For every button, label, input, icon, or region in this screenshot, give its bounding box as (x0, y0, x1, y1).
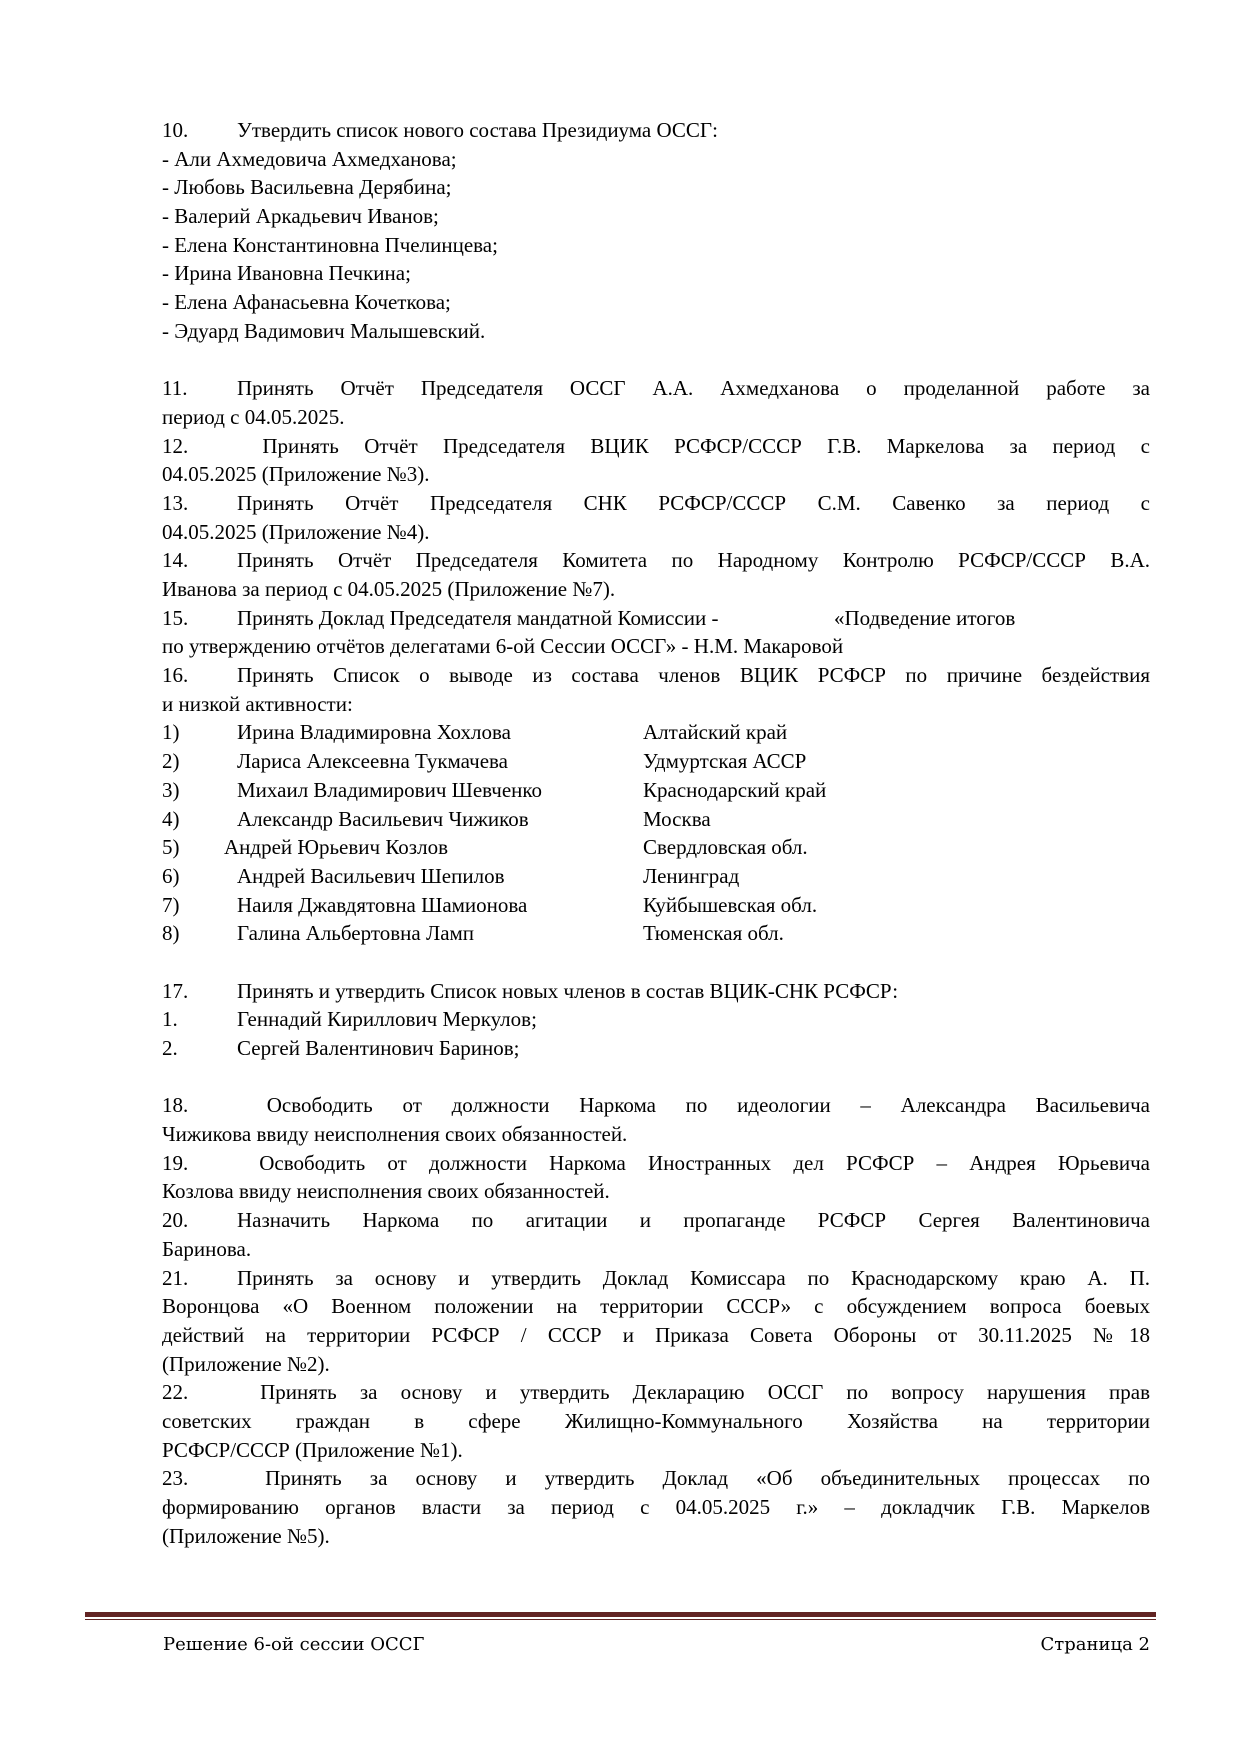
item-number: 19. (162, 1150, 189, 1175)
item-text-continuation: действий на территории РСФСР / СССР и Приказа Совета Обороны от 30.11.2025 №18 (162, 1322, 1150, 1347)
item-text-continuation: (Приложение №2). (162, 1351, 330, 1376)
item-text: Принять и утвердить Список новых членов в состав ВЦИК-СНК РСФСР: (237, 978, 899, 1003)
removal-list-row (162, 718, 1150, 747)
row-number: 2. (162, 1036, 178, 1060)
item-number: 17. (162, 978, 189, 1003)
item-text: Принять за основу и утвердить Декларацию ОССГ по вопросу нарушения прав (237, 1380, 1150, 1405)
item-number: 20. (162, 1208, 189, 1233)
item-23 (162, 1464, 1150, 1493)
item-text-continuation: Козлова ввиду неисполнения своих обязанностей. (162, 1179, 610, 1204)
row-number: 7) (162, 892, 180, 917)
removal-list-row (162, 862, 1150, 891)
footer-divider-thick (85, 1612, 1156, 1617)
member-name: Лариса Алексеевна Тукмачева (237, 749, 508, 774)
item-12 (162, 432, 1150, 461)
footer-divider-thin (85, 1619, 1156, 1620)
item-16 (162, 661, 1150, 690)
item-number: 12. (162, 433, 189, 458)
footer-document-title: Решение 6-ой сессии ОССГ (163, 1634, 425, 1655)
presidium-member: - Эдуард Вадимович Малышевский. (162, 318, 486, 343)
item-text-continuation: советских граждан в сфере Жилищно-Коммунального Хозяйства на территории (162, 1408, 1150, 1433)
row-number: 4) (162, 806, 180, 831)
footer-page-number: Страница 2 (1040, 1634, 1150, 1655)
item-text: Освободить от должности Наркома по идеологии – Александра Васильевича (237, 1093, 1150, 1118)
item-11 (162, 374, 1150, 403)
item-text: Утвердить список нового состава Президиума ОССГ: (237, 118, 718, 142)
member-region: Удмуртская АССР (643, 749, 807, 774)
member-name: Наиля Джавдятовна Шамионова (237, 892, 528, 917)
item-text-continuation: формированию органов власти за период с 04.05.2025 г.» – докладчик Г.В. Маркелов (162, 1495, 1150, 1519)
member-name: Галина Альбертовна Ламп (237, 921, 475, 946)
item-number: 23. (162, 1466, 189, 1491)
presidium-member: - Елена Афанасьевна Кочеткова; (162, 290, 451, 315)
item-text-continuation: по утверждению отчётов делегатами 6-ой Сессии ОССГ» - Н.М. Макаровой (162, 634, 844, 659)
item-13 (162, 489, 1150, 518)
item-number: 22. (162, 1380, 189, 1405)
item-text: Принять Отчёт Председателя ВЦИК РСФСР/СССР Г.В. Маркелова за период с (237, 433, 1150, 458)
member-region: Алтайский край (643, 720, 788, 745)
member-name: Александр Васильевич Чижиков (237, 806, 529, 831)
item-number: 16. (162, 663, 189, 688)
item-text-continuation: Баринова. (162, 1236, 252, 1261)
item-text-continuation: (Приложение №5). (162, 1523, 330, 1548)
item-21 (162, 1264, 1150, 1293)
removal-list-row (162, 805, 1150, 834)
presidium-member: - Ирина Ивановна Печкина; (162, 261, 411, 286)
member-name: Ирина Владимировна Хохлова (237, 720, 511, 745)
presidium-member: - Али Ахмедовича Ахмедханова; (162, 146, 457, 171)
row-number: 5) (162, 835, 180, 860)
item-text-continuation: Иванова за период с 04.05.2025 (Приложение №7). (162, 577, 616, 601)
item-14 (162, 546, 1150, 575)
item-text-continuation: Воронцова «О Военном положении на территории СССР» с обсуждением вопроса боевых (162, 1294, 1150, 1319)
item-number: 10. (162, 118, 189, 142)
item-text: Принять за основу и утвердить Доклад Комиссара по Краснодарскому краю А. П. (237, 1265, 1150, 1290)
presidium-member: - Любовь Васильевна Дерябина; (162, 175, 452, 200)
item-19 (162, 1149, 1150, 1178)
member-region: Краснодарский край (643, 777, 827, 802)
item-text-continuation: 04.05.2025 (Приложение №3). (162, 462, 430, 487)
item-number: 13. (162, 490, 189, 515)
presidium-member: - Валерий Аркадьевич Иванов; (162, 204, 439, 229)
removal-list-row (162, 919, 1150, 948)
item-number: 15. (162, 605, 189, 630)
member-region: Москва (643, 806, 711, 831)
new-member-row (162, 1005, 1150, 1034)
item-18 (162, 1091, 1150, 1120)
member-region: Куйбышевская обл. (643, 892, 818, 917)
item-text: Назначить Наркома по агитации и пропаганде РСФСР Сергея Валентиновича (237, 1208, 1150, 1233)
row-number: 6) (162, 863, 180, 888)
member-region: Тюменская обл. (643, 921, 784, 946)
item-text-continuation: период с 04.05.2025. (162, 404, 345, 429)
item-text: Принять Отчёт Председателя СНК РСФСР/СССР С.М. Савенко за период с (237, 490, 1150, 515)
row-number: 3) (162, 777, 180, 802)
item-number: 14. (162, 548, 189, 573)
item-20 (162, 1206, 1150, 1235)
item-text: Принять Отчёт Председателя ОССГ А.А. Ахмедханова о проделанной работе за (237, 376, 1150, 401)
row-number: 1. (162, 1007, 178, 1032)
removal-list-row (162, 891, 1150, 920)
item-text-quote: «Подведение итогов (834, 605, 1016, 630)
removal-list-row (162, 747, 1150, 776)
member-name: Геннадий Кириллович Меркулов; (237, 1007, 537, 1032)
member-region: Ленинград (643, 863, 740, 888)
item-number: 21. (162, 1265, 189, 1290)
row-number: 2) (162, 749, 180, 774)
removal-list-row (162, 833, 1150, 862)
item-text-continuation: 04.05.2025 (Приложение №4). (162, 519, 430, 544)
member-region: Свердловская обл. (643, 835, 808, 860)
item-text: Освободить от должности Наркома Иностранных дел РСФСР – Андрея Юрьевича (237, 1150, 1150, 1175)
item-text-continuation: РСФСР/СССР (Приложение №1). (162, 1437, 463, 1462)
item-17 (162, 977, 1150, 1006)
item-number: 11. (162, 376, 188, 401)
item-text: Принять Отчёт Председателя Комитета по Народному Контролю РСФСР/СССР В.А. (237, 548, 1150, 573)
item-text-continuation: и низкой активности: (162, 691, 353, 716)
member-name: Андрей Юрьевич Козлов (224, 835, 448, 860)
row-number: 8) (162, 921, 180, 946)
item-text: Принять за основу и утвердить Доклад «Об объединительных процессах по (237, 1466, 1150, 1491)
item-number: 18. (162, 1093, 189, 1118)
presidium-member: - Елена Константиновна Пчелинцева; (162, 232, 498, 257)
item-22 (162, 1378, 1150, 1407)
document-body (162, 116, 1150, 1550)
item-15 (162, 604, 1150, 633)
member-name: Михаил Владимирович Шевченко (237, 777, 543, 802)
new-member-row (162, 1034, 1150, 1063)
item-text: Принять Доклад Председателя мандатной Комиссии - (237, 605, 719, 630)
item-text-continuation: Чижикова ввиду неисполнения своих обязанностей. (162, 1122, 628, 1147)
member-name: Сергей Валентинович Баринов; (237, 1036, 520, 1060)
item-text: Принять Список о выводе из состава членов ВЦИК РСФСР по причине бездействия (237, 663, 1150, 688)
member-name: Андрей Васильевич Шепилов (237, 863, 505, 888)
removal-list-row (162, 776, 1150, 805)
item-10-heading (162, 116, 1150, 145)
row-number: 1) (162, 720, 180, 745)
